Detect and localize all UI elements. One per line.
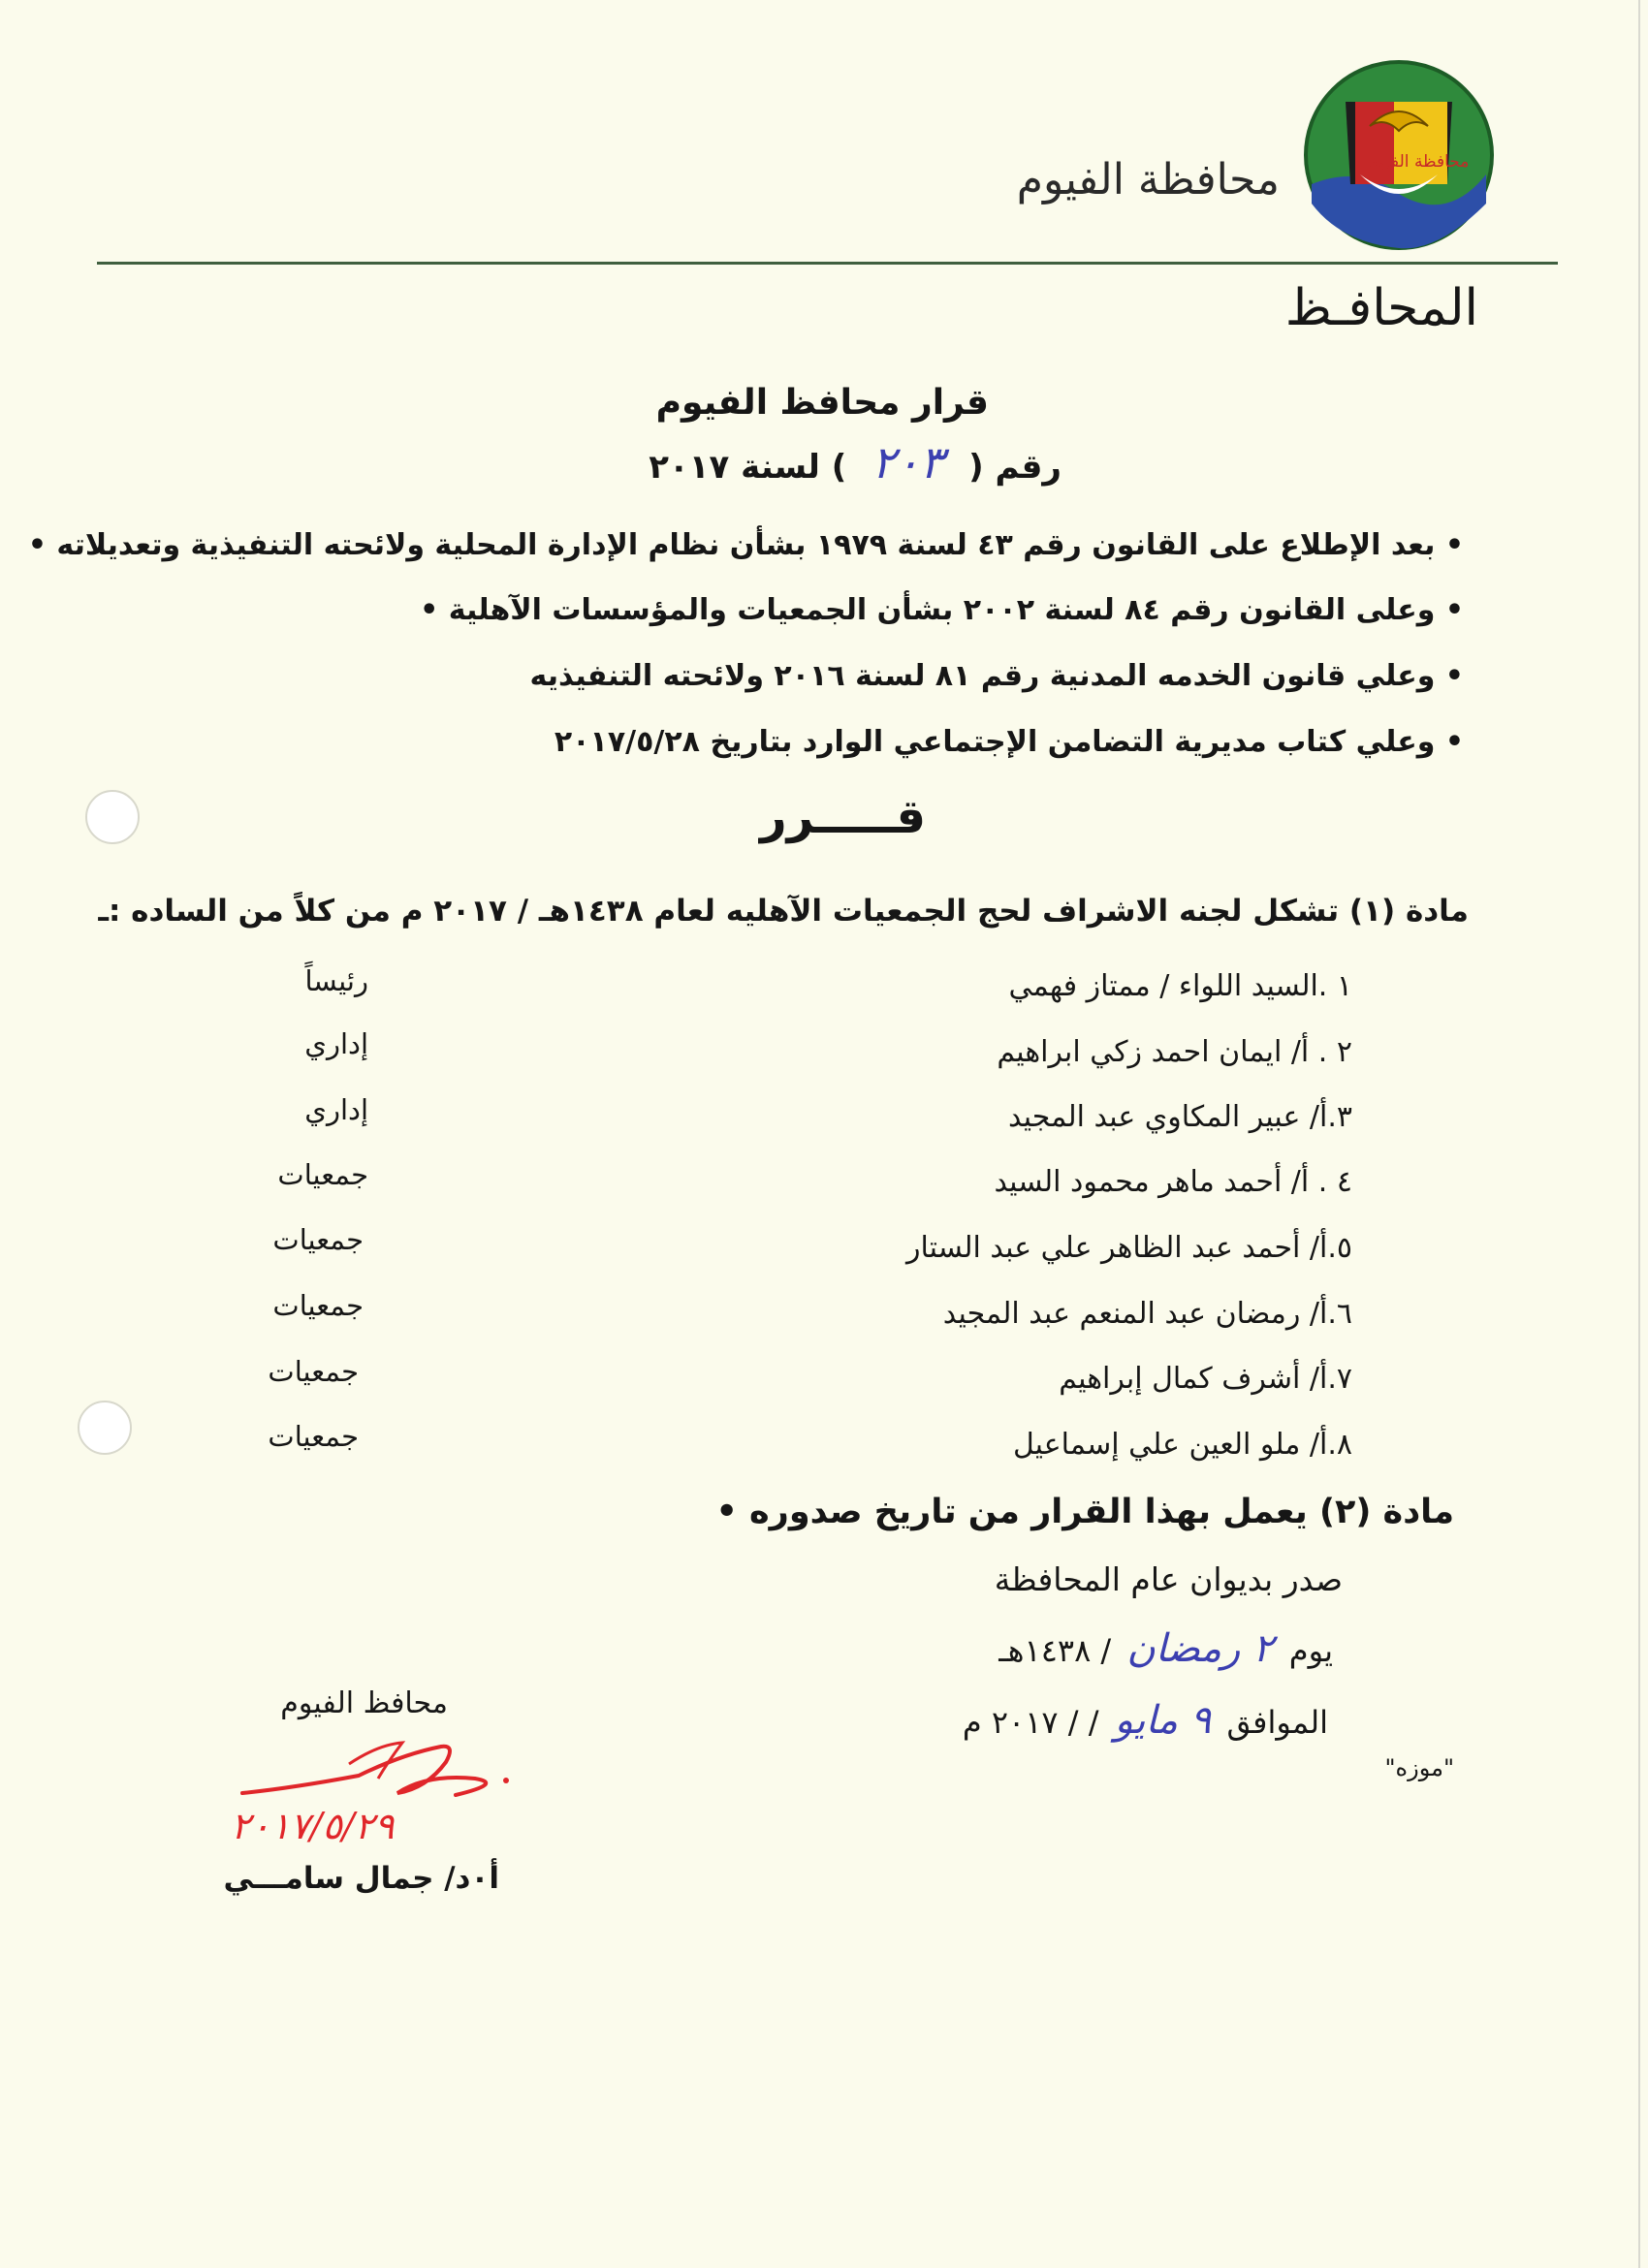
governorate-logo — [1302, 58, 1496, 252]
issued-agreement — [963, 1698, 1328, 1743]
office-title: المحافـظ — [1284, 279, 1478, 337]
member-role: جمعيات — [268, 1420, 359, 1453]
member-name: ٦.أ/ رمضان عبد المنعم عبد المجيد — [942, 1297, 1352, 1331]
issued-line: صدر بديوان عام المحافظة — [994, 1560, 1343, 1598]
punch-hole — [85, 790, 140, 844]
member-name: ١ .السيد اللواء / ممتاز فهمي — [1008, 969, 1352, 1003]
decision-title: قرار محافظ الفيوم — [655, 383, 989, 423]
member-role: جمعيات — [268, 1355, 359, 1388]
member-name: ٧.أ/ أشرف كمال إبراهيم — [1059, 1362, 1352, 1396]
member-name: ٤ . أ/ أحمد ماهر محمود السيد — [994, 1165, 1352, 1199]
member-role: جمعيات — [277, 1158, 368, 1191]
signature-title: محافظ الفيوم — [280, 1686, 448, 1720]
preamble-line: • وعلي قانون الخدمه المدنية رقم ٨١ لسنة ٢٠١٦ ولائحته التنفيذيه — [529, 659, 1464, 693]
member-name: ٢ . أ/ ايمان احمد زكي ابراهيم — [997, 1035, 1352, 1069]
typist-initials: "موزه" — [1384, 1754, 1454, 1781]
article-2: مادة (٢) يعمل بهذا القرار من تاريخ صدوره • — [715, 1493, 1454, 1531]
issued-day-handwritten: ٢ رمضان — [1126, 1626, 1274, 1671]
member-name: ٣.أ/ عبير المكاوي عبد المجيد — [1008, 1100, 1352, 1134]
decision-number-prefix: رقم ( — [968, 448, 1062, 487]
issued-agreement-label: الموافق — [1226, 1704, 1328, 1741]
issued-day — [998, 1626, 1333, 1671]
member-role: إداري — [304, 1027, 368, 1060]
decree-heading: قـــــرر — [760, 790, 926, 844]
preamble-line: • وعلى القانون رقم ٨٤ لسنة ٢٠٠٢ بشأن الجمعيات والمؤسسات الآهلية • — [420, 593, 1464, 627]
issued-day-label: يوم — [1288, 1632, 1333, 1669]
issued-greg-year: / ٢٠١٧ م — [962, 1704, 1079, 1741]
decision-number-handwritten: ٢٠٣ — [872, 436, 944, 488]
issued-agreement-separator: / — [1088, 1704, 1099, 1741]
header-rule — [97, 262, 1558, 265]
member-name: ٨.أ/ ملو العين علي إسماعيل — [1012, 1428, 1352, 1462]
decision-number-suffix: ) لسنة ٢٠١٧ — [649, 448, 847, 487]
logo-text: محافظة الفيوم — [1367, 152, 1470, 172]
article-1: مادة (١) تشكل لجنه الاشراف لحج الجمعيات الآهليه لعام ١٤٣٨هـ / ٢٠١٧ م من كلاً من الساده :ـ — [98, 894, 1469, 929]
member-role: رئيساً — [304, 964, 368, 997]
member-role: جمعيات — [272, 1289, 364, 1322]
member-name: ٥.أ/ أحمد عبد الظاهر علي عبد الستار — [905, 1231, 1352, 1265]
issued-agreement-handwritten: ٩ مايو — [1114, 1698, 1212, 1743]
member-role: جمعيات — [272, 1223, 364, 1256]
signature-date: ٢٠١٧/٥/٢٩ — [231, 1805, 395, 1847]
issued-hijri-year: / ١٤٣٨هـ — [998, 1632, 1112, 1669]
governorate-name: محافظة الفيوم — [1016, 155, 1280, 205]
signatory-name: أ٠د/ جمال سامـــي — [223, 1861, 499, 1896]
punch-hole — [78, 1401, 132, 1455]
member-role: إداري — [304, 1093, 368, 1126]
paper-edge — [1638, 0, 1640, 2268]
decision-number — [649, 436, 1062, 488]
preamble-line: • بعد الإطلاع على القانون رقم ٤٣ لسنة ١٩٧٩ بشأن نظام الإدارة المحلية ولائحته التنفيذية وتعديلاته • — [27, 528, 1464, 562]
preamble-line: • وعلي كتاب مديرية التضامن الإجتماعي الوارد بتاريخ ٢٠١٧/٥/٢٨ — [554, 725, 1464, 759]
